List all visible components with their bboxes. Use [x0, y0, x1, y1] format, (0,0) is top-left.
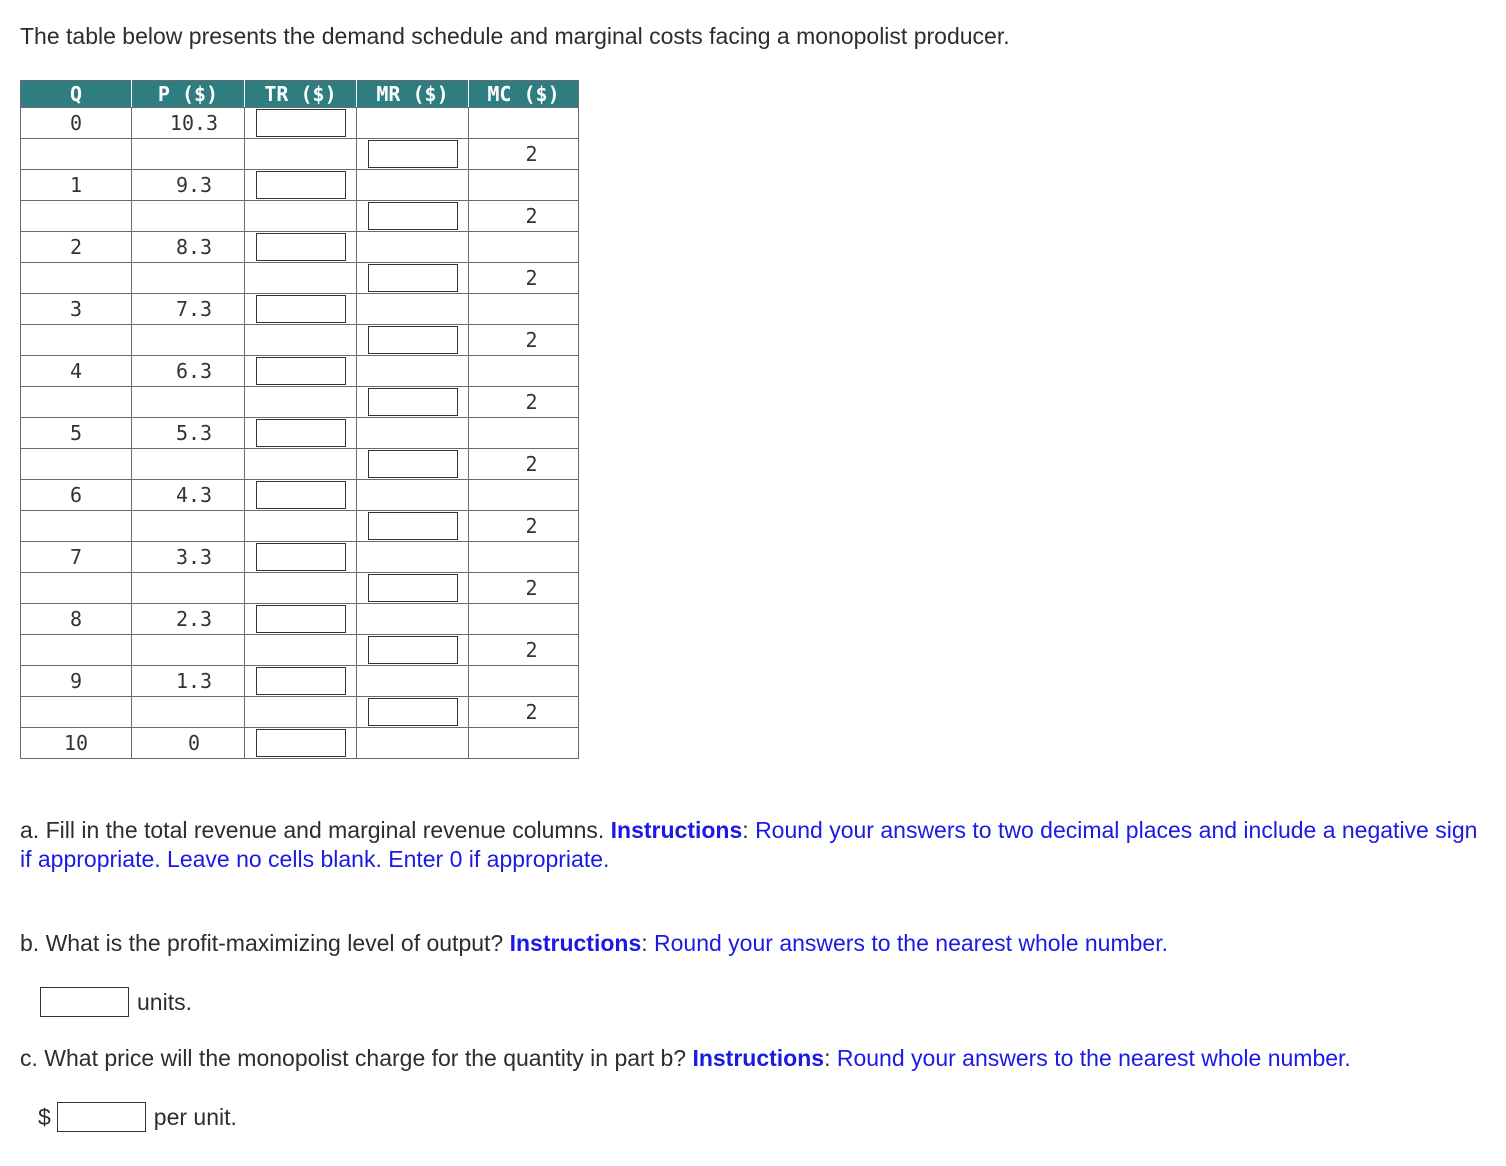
cell-q-value: 5 — [69, 421, 83, 445]
total-revenue-input[interactable] — [256, 605, 346, 633]
cell-mc — [469, 449, 579, 480]
total-revenue-input[interactable] — [256, 729, 346, 757]
cell-mr — [357, 325, 469, 356]
cell-q — [21, 387, 132, 418]
cell-p — [132, 108, 245, 139]
cell-mr — [357, 449, 469, 480]
cell-q-value: 1 — [69, 173, 83, 197]
cell-mr — [357, 635, 469, 666]
cell-q-value: 8 — [69, 607, 83, 631]
output-level-input[interactable] — [40, 987, 129, 1017]
cell-q — [21, 573, 132, 604]
quantity-row — [21, 542, 579, 573]
cell-tr — [245, 201, 357, 232]
cell-tr — [245, 542, 357, 573]
marginal-row — [21, 139, 579, 170]
cell-tr — [245, 728, 357, 759]
part-a-instructions-text: Round your answers to two decimal places and include a negative sign if appropriate. Leave no cells blank. Enter 0 if appropriate. — [20, 817, 1478, 872]
cell-p-value: 8.3 — [175, 235, 213, 259]
cell-q — [21, 480, 132, 511]
cell-tr — [245, 604, 357, 635]
cell-mc-value: 2 — [525, 142, 538, 166]
marginal-revenue-input[interactable] — [368, 326, 458, 354]
cell-mr — [357, 573, 469, 604]
cell-tr — [245, 139, 357, 170]
quantity-row — [21, 294, 579, 325]
marginal-row — [21, 387, 579, 418]
cell-p — [132, 356, 245, 387]
cell-mc-value: 2 — [525, 266, 538, 290]
cell-p — [132, 728, 245, 759]
cell-mr — [357, 294, 469, 325]
cell-tr — [245, 232, 357, 263]
cell-p-value: 0 — [187, 731, 201, 755]
cell-q — [21, 604, 132, 635]
cell-mc — [469, 480, 579, 511]
cell-tr — [245, 170, 357, 201]
cell-q-value: 10 — [63, 731, 89, 755]
marginal-revenue-input[interactable] — [368, 574, 458, 602]
cell-mc-value: 2 — [525, 514, 538, 538]
cell-p — [132, 573, 245, 604]
cell-mr — [357, 201, 469, 232]
quantity-row — [21, 418, 579, 449]
cell-mc — [469, 232, 579, 263]
cell-tr — [245, 573, 357, 604]
cell-q — [21, 139, 132, 170]
cell-p — [132, 449, 245, 480]
cell-mc — [469, 635, 579, 666]
part-c-lead: c. What price will the monopolist charge for the quantity in part b? — [20, 1045, 693, 1071]
marginal-revenue-input[interactable] — [368, 636, 458, 664]
marginal-row — [21, 201, 579, 232]
cell-q — [21, 263, 132, 294]
cell-p — [132, 511, 245, 542]
part-b-instructions-text: Round your answers to the nearest whole number. — [654, 930, 1168, 956]
intro-text: The table below presents the demand schedule and marginal costs facing a monopolist producer. — [20, 23, 1010, 49]
cell-p — [132, 480, 245, 511]
part-a-lead: a. Fill in the total revenue and marginal revenue columns. — [20, 817, 611, 843]
cell-mc — [469, 356, 579, 387]
part-b-lead: b. What is the profit-maximizing level of output? — [20, 930, 510, 956]
cell-mc — [469, 294, 579, 325]
cell-p — [132, 542, 245, 573]
marginal-row — [21, 263, 579, 294]
part-a-colon: : — [742, 817, 756, 843]
part-a-instructions-label: Instructions — [610, 817, 743, 843]
table-header-row — [21, 81, 579, 108]
cell-p — [132, 325, 245, 356]
cell-p — [132, 387, 245, 418]
cell-p-value: 2.3 — [175, 607, 213, 631]
cell-p — [132, 201, 245, 232]
cell-p — [132, 635, 245, 666]
cell-tr — [245, 666, 357, 697]
marginal-revenue-input[interactable] — [368, 450, 458, 478]
cell-p-value: 4.3 — [175, 483, 213, 507]
quantity-row — [21, 170, 579, 201]
header-p: P ($) — [132, 81, 245, 108]
cell-mc — [469, 170, 579, 201]
total-revenue-input[interactable] — [256, 419, 346, 447]
cell-mc-value: 2 — [525, 576, 538, 600]
cell-mr — [357, 108, 469, 139]
quantity-row — [21, 108, 579, 139]
marginal-row — [21, 697, 579, 728]
header-mr: MR ($) — [357, 81, 469, 108]
cell-p — [132, 139, 245, 170]
cell-q — [21, 294, 132, 325]
total-revenue-input[interactable] — [256, 233, 346, 261]
part-a-question — [20, 816, 1480, 874]
cell-mc-value: 2 — [525, 390, 538, 414]
marginal-revenue-input[interactable] — [368, 512, 458, 540]
total-revenue-input[interactable] — [256, 667, 346, 695]
cell-mr — [357, 666, 469, 697]
cell-q — [21, 697, 132, 728]
total-revenue-input[interactable] — [256, 171, 346, 199]
cell-q — [21, 356, 132, 387]
marginal-row — [21, 449, 579, 480]
cell-tr — [245, 263, 357, 294]
quantity-row — [21, 232, 579, 263]
cell-q — [21, 232, 132, 263]
quantity-row — [21, 666, 579, 697]
cell-mc — [469, 542, 579, 573]
cell-tr — [245, 356, 357, 387]
cell-tr — [245, 108, 357, 139]
cell-mr — [357, 418, 469, 449]
cell-q — [21, 201, 132, 232]
total-revenue-input[interactable] — [256, 481, 346, 509]
marginal-revenue-input[interactable] — [368, 264, 458, 292]
cell-tr — [245, 387, 357, 418]
cell-mr — [357, 387, 469, 418]
cell-tr — [245, 480, 357, 511]
cell-mr — [357, 604, 469, 635]
cell-mc-value: 2 — [525, 638, 538, 662]
cell-p — [132, 170, 245, 201]
marginal-row — [21, 635, 579, 666]
cell-tr — [245, 635, 357, 666]
cell-p-value: 7.3 — [175, 297, 213, 321]
cell-q — [21, 635, 132, 666]
marginal-row — [21, 325, 579, 356]
cell-p-value: 5.3 — [175, 421, 213, 445]
marginal-row — [21, 511, 579, 542]
cell-p-value: 9.3 — [175, 173, 213, 197]
table-body — [21, 108, 579, 759]
cell-mc-value: 2 — [525, 204, 538, 228]
cell-mc — [469, 263, 579, 294]
marginal-revenue-input[interactable] — [368, 140, 458, 168]
total-revenue-input[interactable] — [256, 109, 346, 137]
cell-mr — [357, 480, 469, 511]
header-tr: TR ($) — [245, 81, 357, 108]
cell-mr — [357, 356, 469, 387]
cell-p — [132, 697, 245, 728]
cell-mr — [357, 139, 469, 170]
cell-q — [21, 170, 132, 201]
cell-tr — [245, 418, 357, 449]
part-c-question — [20, 1044, 1500, 1073]
quantity-row — [21, 604, 579, 635]
part-b-instructions-label: Instructions — [509, 930, 642, 956]
cell-mr — [357, 697, 469, 728]
cell-mr — [357, 511, 469, 542]
cell-q-value: 7 — [69, 545, 83, 569]
total-revenue-input[interactable] — [256, 295, 346, 323]
cell-q — [21, 666, 132, 697]
marginal-revenue-input[interactable] — [368, 202, 458, 230]
cell-q-value: 0 — [69, 111, 83, 135]
cell-mc — [469, 573, 579, 604]
cell-q-value: 6 — [69, 483, 83, 507]
cell-mc-value: 2 — [525, 452, 538, 476]
cell-mc — [469, 697, 579, 728]
part-b-answer-row — [40, 987, 192, 1017]
cell-q — [21, 542, 132, 573]
cell-tr — [245, 449, 357, 480]
cell-mr — [357, 542, 469, 573]
cell-mc — [469, 201, 579, 232]
total-revenue-input[interactable] — [256, 543, 346, 571]
total-revenue-input[interactable] — [256, 357, 346, 385]
header-mc: MC ($) — [469, 81, 579, 108]
cell-p-value: 10.3 — [169, 111, 219, 135]
cell-q-value: 9 — [69, 669, 83, 693]
cell-tr — [245, 294, 357, 325]
cell-q — [21, 449, 132, 480]
cell-mc — [469, 139, 579, 170]
cell-p — [132, 294, 245, 325]
cell-q — [21, 325, 132, 356]
cell-q — [21, 511, 132, 542]
part-c-answer-row — [38, 1102, 237, 1132]
part-b-question — [20, 929, 1490, 958]
marginal-revenue-input[interactable] — [368, 698, 458, 726]
cell-mr — [357, 263, 469, 294]
cell-tr — [245, 325, 357, 356]
cell-p — [132, 263, 245, 294]
part-c-instructions-text: Round your answers to the nearest whole number. — [836, 1045, 1351, 1071]
cell-mc — [469, 728, 579, 759]
cell-p-value: 1.3 — [175, 669, 213, 693]
cell-p — [132, 418, 245, 449]
cell-p-value: 6.3 — [175, 359, 213, 383]
part-b-colon: : — [641, 930, 655, 956]
cell-p — [132, 604, 245, 635]
quantity-row — [21, 356, 579, 387]
dollar-sign: $ — [38, 1103, 51, 1130]
cell-p — [132, 666, 245, 697]
cell-tr — [245, 511, 357, 542]
cell-mr — [357, 170, 469, 201]
cell-p-value: 3.3 — [175, 545, 213, 569]
demand-schedule-table — [20, 80, 579, 759]
cell-mc — [469, 418, 579, 449]
cell-q — [21, 108, 132, 139]
cell-q-value: 3 — [69, 297, 83, 321]
cell-mc-value: 2 — [525, 328, 538, 352]
quantity-row — [21, 480, 579, 511]
cell-mc — [469, 604, 579, 635]
part-c-colon: : — [824, 1045, 837, 1071]
cell-mc-value: 2 — [525, 700, 538, 724]
cell-mc — [469, 666, 579, 697]
cell-mc — [469, 387, 579, 418]
cell-p — [132, 232, 245, 263]
per-unit-label: per unit. — [153, 1103, 237, 1130]
cell-mc — [469, 325, 579, 356]
cell-q-value: 2 — [69, 235, 83, 259]
quantity-row — [21, 728, 579, 759]
price-input[interactable] — [57, 1102, 146, 1132]
cell-q — [21, 418, 132, 449]
cell-q — [21, 728, 132, 759]
cell-tr — [245, 697, 357, 728]
part-c-instructions-label: Instructions — [692, 1045, 825, 1071]
cell-mr — [357, 232, 469, 263]
marginal-revenue-input[interactable] — [368, 388, 458, 416]
cell-mr — [357, 728, 469, 759]
cell-mc — [469, 511, 579, 542]
header-q: Q — [21, 81, 132, 108]
cell-mc — [469, 108, 579, 139]
units-label: units. — [137, 988, 192, 1015]
cell-q-value: 4 — [69, 359, 83, 383]
marginal-row — [21, 573, 579, 604]
